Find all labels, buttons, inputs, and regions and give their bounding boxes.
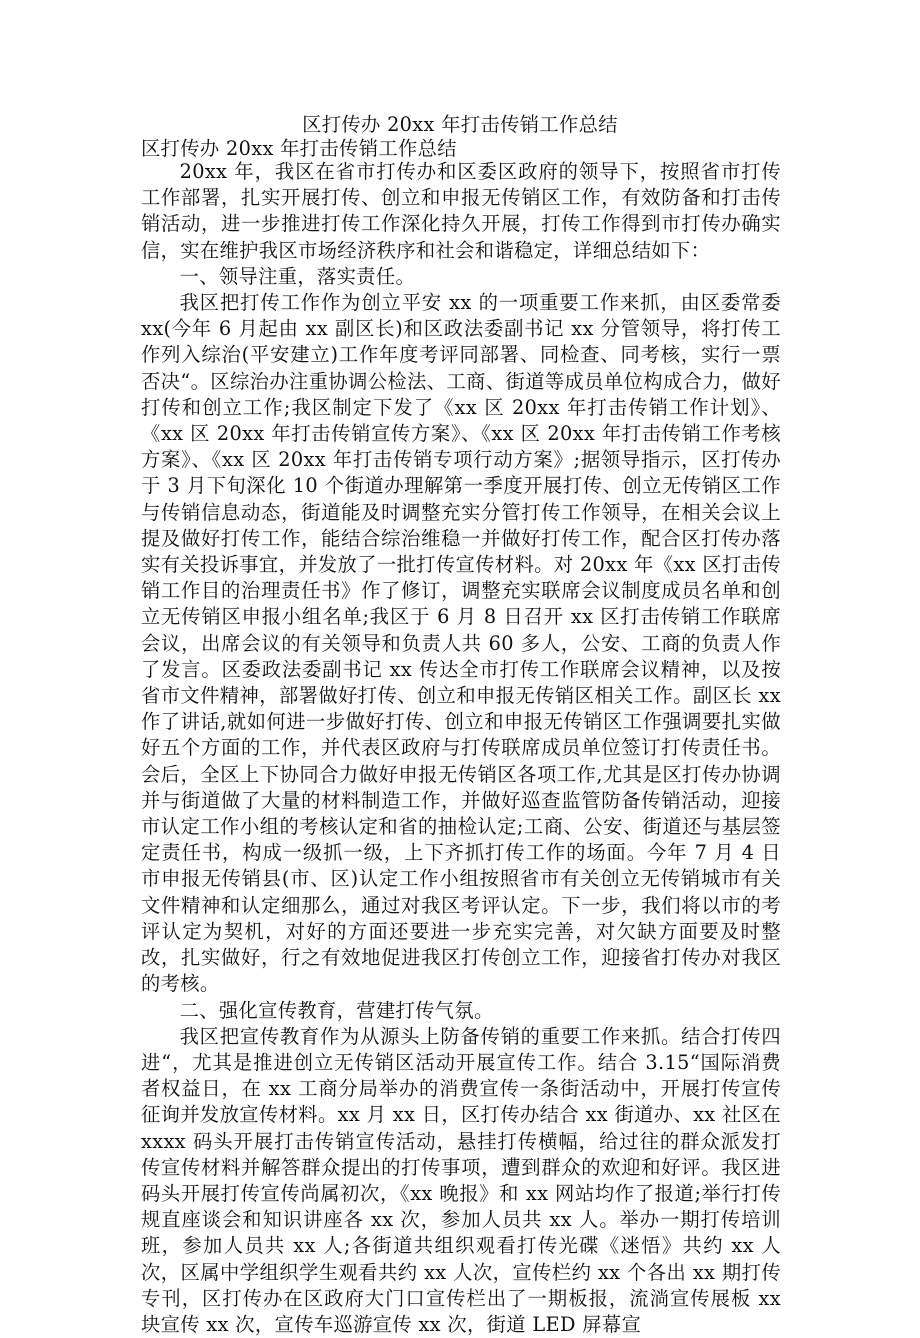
paragraph-intro: 20xx 年，我区在省市打传办和区委区政府的领导下，按照省市打传工作部署，扎实开展打传、创立和申报无传销区工作，有效防备和打击传销活动，进一步推进打传工作深化持久开展，打传工作得到市打传办确实信，实在维护我区市场经济秩序和社会和谐稳定，详细总结如下：	[141, 160, 781, 262]
section-heading-1: 一、领导注重，落实责任。	[179, 264, 416, 288]
paragraph-section-1: 我区把打传工作作为创立平安 xx 的一项重要工作来抓，由区委常委 xx(今年 6 月起由 xx 副区长)和区政法委副书记 xx 分管领导，将打传工作列入综治(平安建立)工作年度考评同部署、同检查、同考核，实行一票否决“。区综治办注重协调公检法、工商、街道等成员单位构成合力，做好打传和创立工作;我区制定下发了《xx 区 20xx 年打击传销工作计划》、《xx 区 20xx 年打击传销宣传方案》、《xx 区 20xx 年打击传销工作考核方案》、《xx 区 20xx 年打击传销专项行动方案》;据领导指示，区打传办于 3 月下旬深化 10 个街道办理解第一季度开展打传、创立无传销区工作与传销信息动态，街道能及时调整充实分管打传工作领导，在相关会议上提及做好打传工作，能结合综治维稳一并做好打传工作，配合区打传办落实有关投诉事宜，并发放了一批打传宣传材料。对 20xx 年《xx 区打击传销工作目的治理责任书》作了修订，调整充实联席会议制度成员名单和创立无传销区申报小组名单;我区于 6 月 8 日召开 xx 区打击传销工作联席会议，出席会议的有关领导和负责人共 60 多人，公安、工商的负责人作了发言。区委政法委副书记 xx 传达全市打传工作联席会议精神，以及按省市文件精神，部署做好打传、创立和申报无传销区相关工作。副区长 xx 作了讲话,就如何进一步做好打传、创立和申报无传销区工作强调要扎实做好五个方面的工作，并代表区政府与打传联席成员单位签订打传责任书。会后，全区上下协同合力做好申报无传销区各项工作,尤其是区打传办协调并与街道做了大量的材料制造工作，并做好巡查监管防备传销活动，迎接市认定工作小组的考核认定和省的抽检认定;工商、公安、街道还与基层签定责任书，构成一级抓一级，上下齐抓打传工作的场面。今年 7 月 4 日市申报无传销县(市、区)认定工作小组按照省市有关创立无传销城市有关文件精神和认定细那么，通过对我区考评认定。下一步，我们将以市的考评认定为契机，对好的方面还要进一步充实完善，对欠缺方面要及时整改，扎实做好，行之有效地促进我区打传创立工作，迎接省打传办对我区的考核。	[141, 291, 781, 996]
document-title: 区打传办 20xx 年打击传销工作总结	[302, 113, 618, 136]
document-subtitle: 区打传办 20xx 年打击传销工作总结	[141, 137, 457, 160]
document-body	[141, 159, 781, 1338]
section-heading-2: 二、强化宣传教育，营建打传气氛。	[179, 998, 494, 1022]
paragraph-section-2: 我区把宣传教育作为从源头上防备传销的重要工作来抓。结合打传四进“，尤其是推进创立无传销区活动开展宣传工作。结合 3.15“国际消费者权益日，在 xx 工商分局举办的消费宣传一条街活动中，开展打传宣传征询并发放宣传材料。xx 月 xx 日，区打传办结合 xx 街道办、xx 社区在 xxxx 码头开展打击传销宣传活动，悬挂打传横幅，给过往的群众派发打传宣传材料并解答群众提出的打传事项，遭到群众的欢迎和好评。我区进码头开展打传宣传尚属初次，《xx 晚报》和 xx 网站均作了报道;举行打传规直座谈会和知识讲座各 xx 次，参加人员共 xx 人。举办一期打传培训班，参加人员共 xx 人;各街道共组织观看打传光碟《迷悟》共约 xx 人次，区属中学组织学生观看共约 xx 人次，宣传栏约 xx 个各出 xx 期打传专刊，区打传办在区政府大门口宣传栏出了一期板报，流淌宣传展板 xx 块宣传 xx 次，宣传车巡游宣传 xx 次，街道 LED 屏幕宣	[141, 1024, 781, 1336]
